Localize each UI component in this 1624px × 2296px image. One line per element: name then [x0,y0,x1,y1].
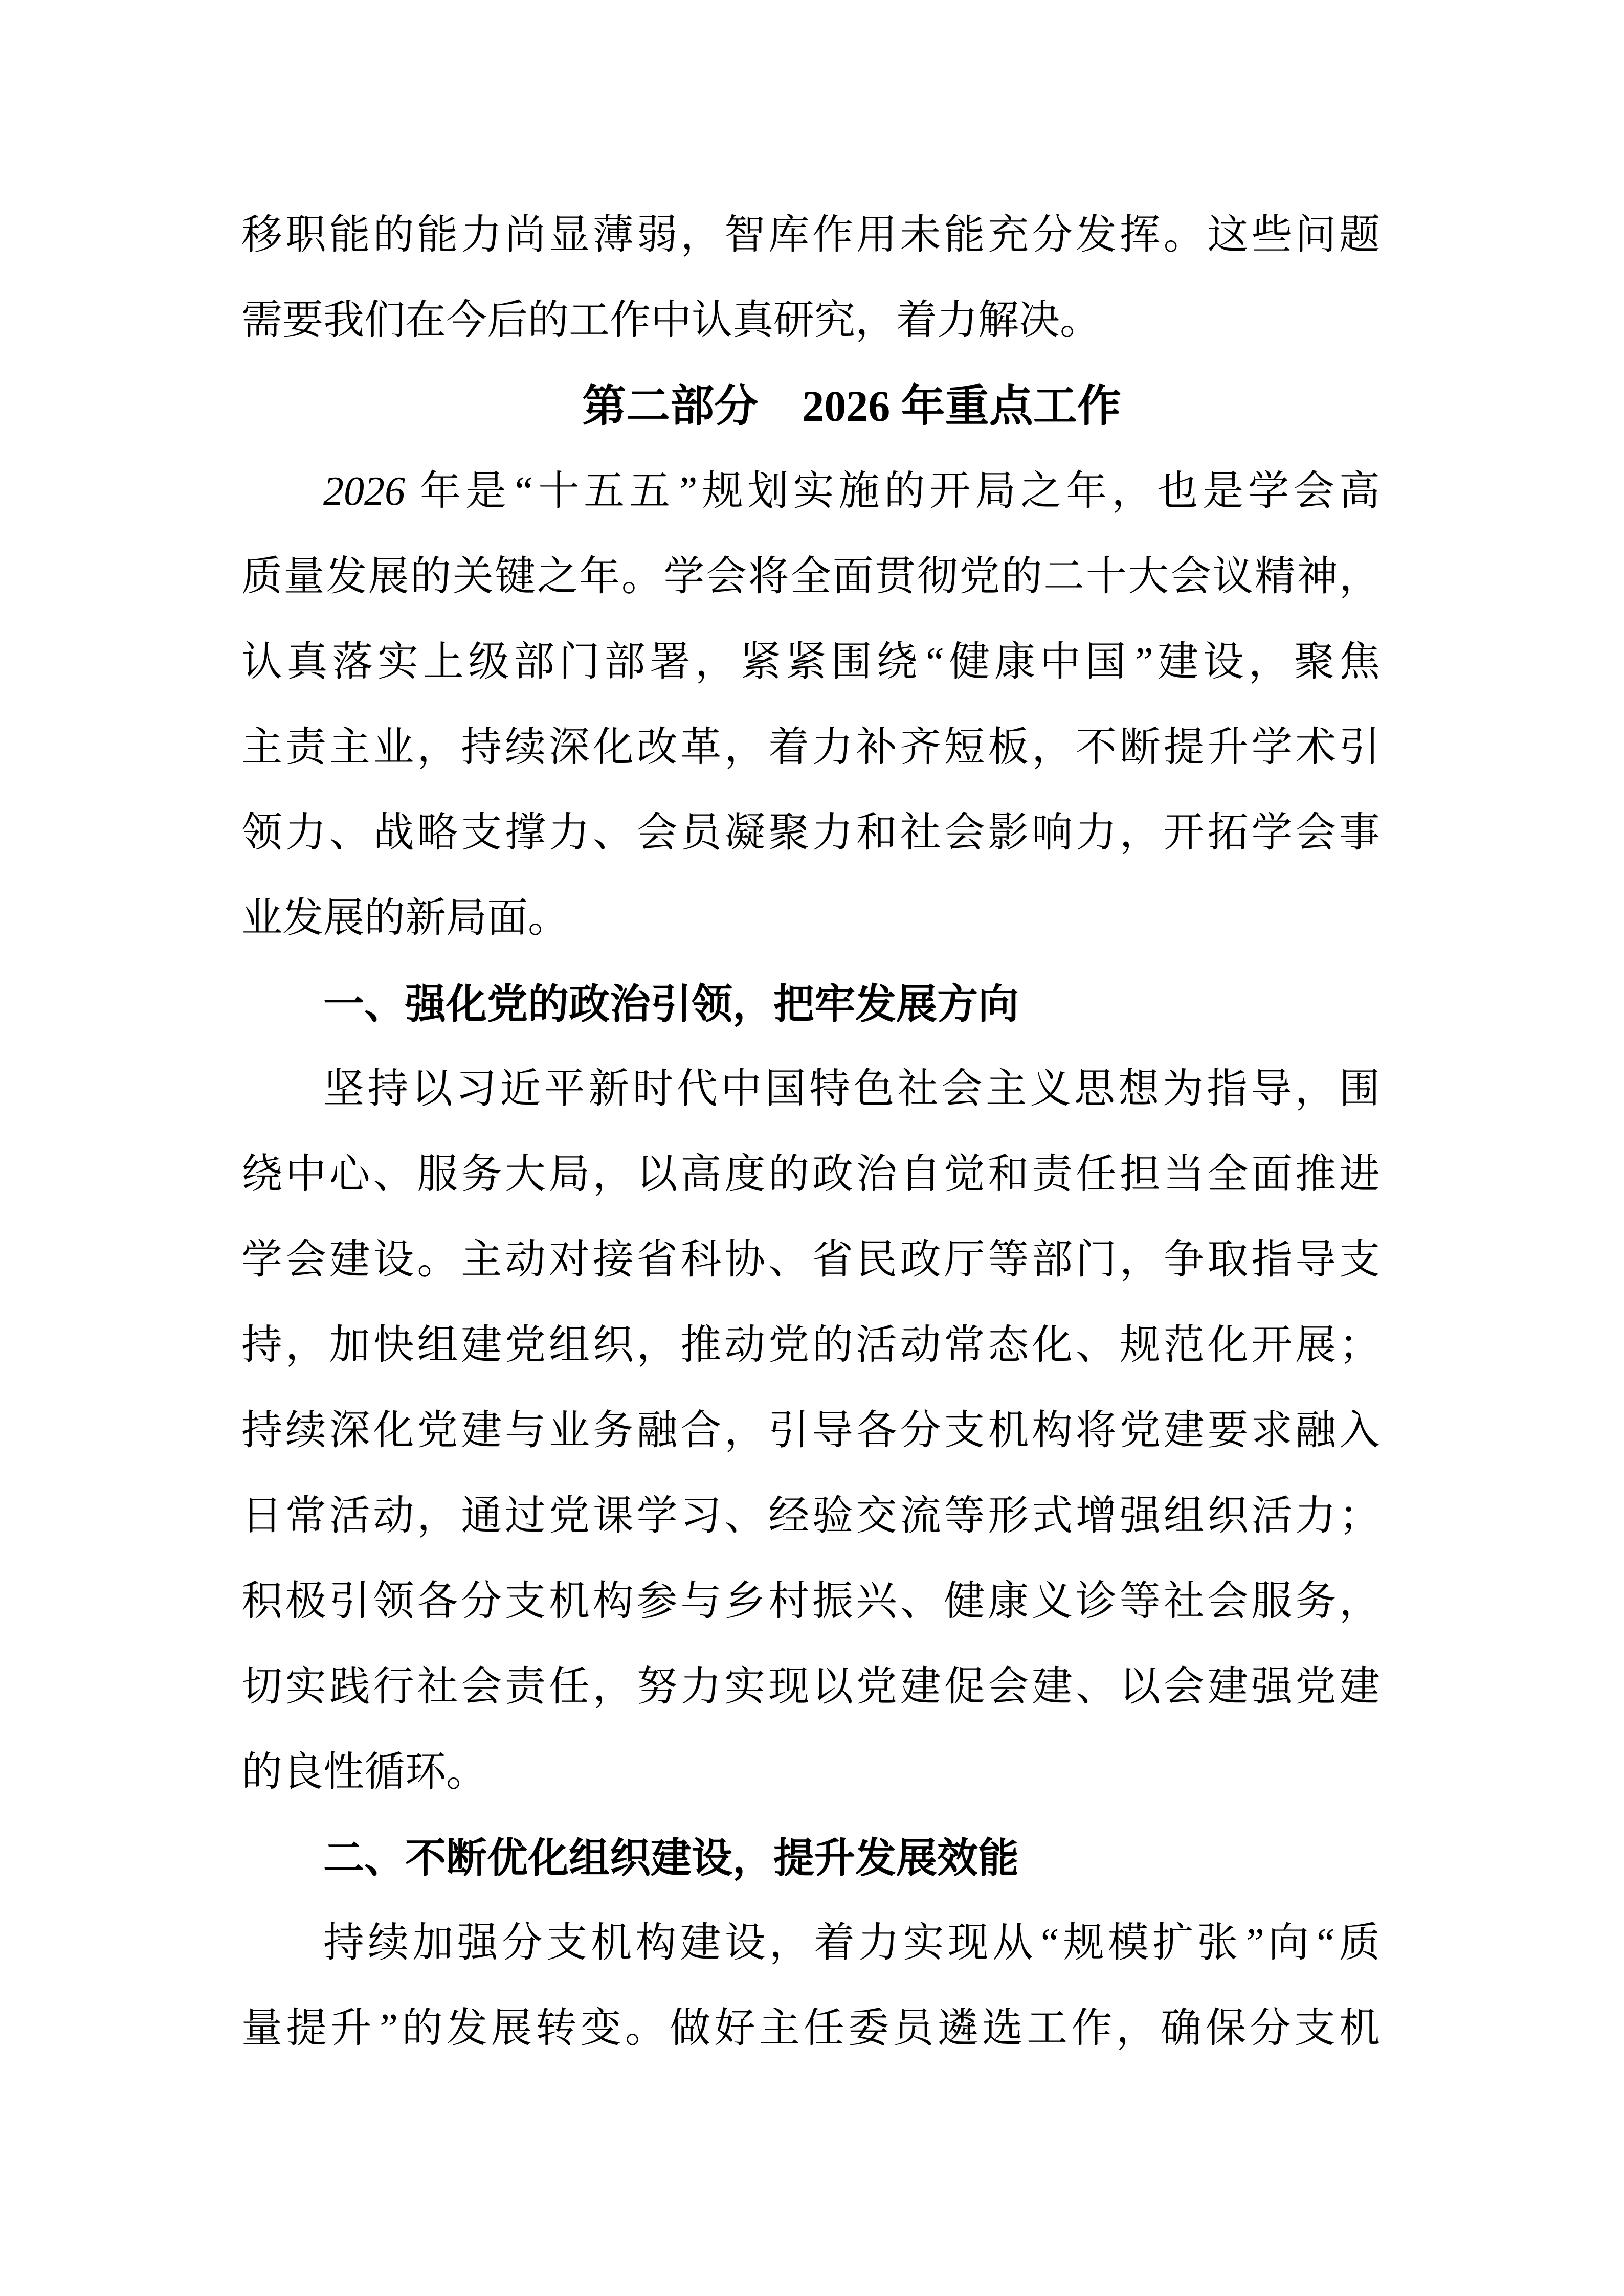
text-line: 主责主业，持续深化改革，着力补齐短板，不断提升学术引 [241,725,1380,770]
text-line: 业发展的新局面。 [241,896,569,941]
section-heading: 二、不断优化组织建设，提升发展效能 [323,1835,1019,1881]
section-heading: 一、强化党的政治引领，把牢发展方向 [323,981,1019,1027]
text-line: 领力、战略支撑力、会员凝聚力和社会影响力，开拓学会事 [241,811,1380,856]
text-line: 质量发展的关键之年。学会将全面贯彻党的二十大会议精神， [241,554,1380,599]
text-line: 绕中心、服务大局，以高度的政治自觉和责任担当全面推进 [241,1152,1380,1197]
text-line: 持续加强分支机构建设，着力实现从“规模扩张”向“质 [323,1921,1380,1966]
text-line: 量提升”的发展转变。做好主任委员遴选工作，确保分支机 [241,2006,1380,2051]
text-line: 的良性循环。 [241,1750,487,1795]
text-line: 持续深化党建与业务融合，引导各分支机构将党建要求融入 [241,1408,1380,1453]
text-line: 持，加快组建党组织，推动党的活动常态化、规范化开展； [241,1323,1380,1368]
text-line: 学会建设。主动对接省科协、省民政厅等部门，争取指导支 [241,1237,1380,1282]
text-block [241,193,1380,2072]
text-line: 日常活动，通过党课学习、经验交流等形式增强组织活力； [241,1494,1380,1539]
text-line: 移职能的能力尚显薄弱，智库作用未能充分发挥。这些问题 [241,213,1380,258]
part-heading: 第二部分 2026 年重点工作 [582,381,1121,431]
text-line: 2026 年是“十五五”规划实施的开局之年，也是学会高 [323,469,1380,514]
text-line: 坚持以习近平新时代中国特色社会主义思想为指导，围 [323,1067,1380,1112]
text-line: 积极引领各分支机构参与乡村振兴、健康义诊等社会服务， [241,1579,1380,1624]
text-line: 需要我们在今后的工作中认真研究，着力解决。 [241,298,1101,343]
text-line: 切实践行社会责任，努力实现以党建促会建、以会建强党建 [241,1664,1380,1709]
text-line: 认真落实上级部门部署，紧紧围绕“健康中国”建设，聚焦 [241,640,1380,685]
